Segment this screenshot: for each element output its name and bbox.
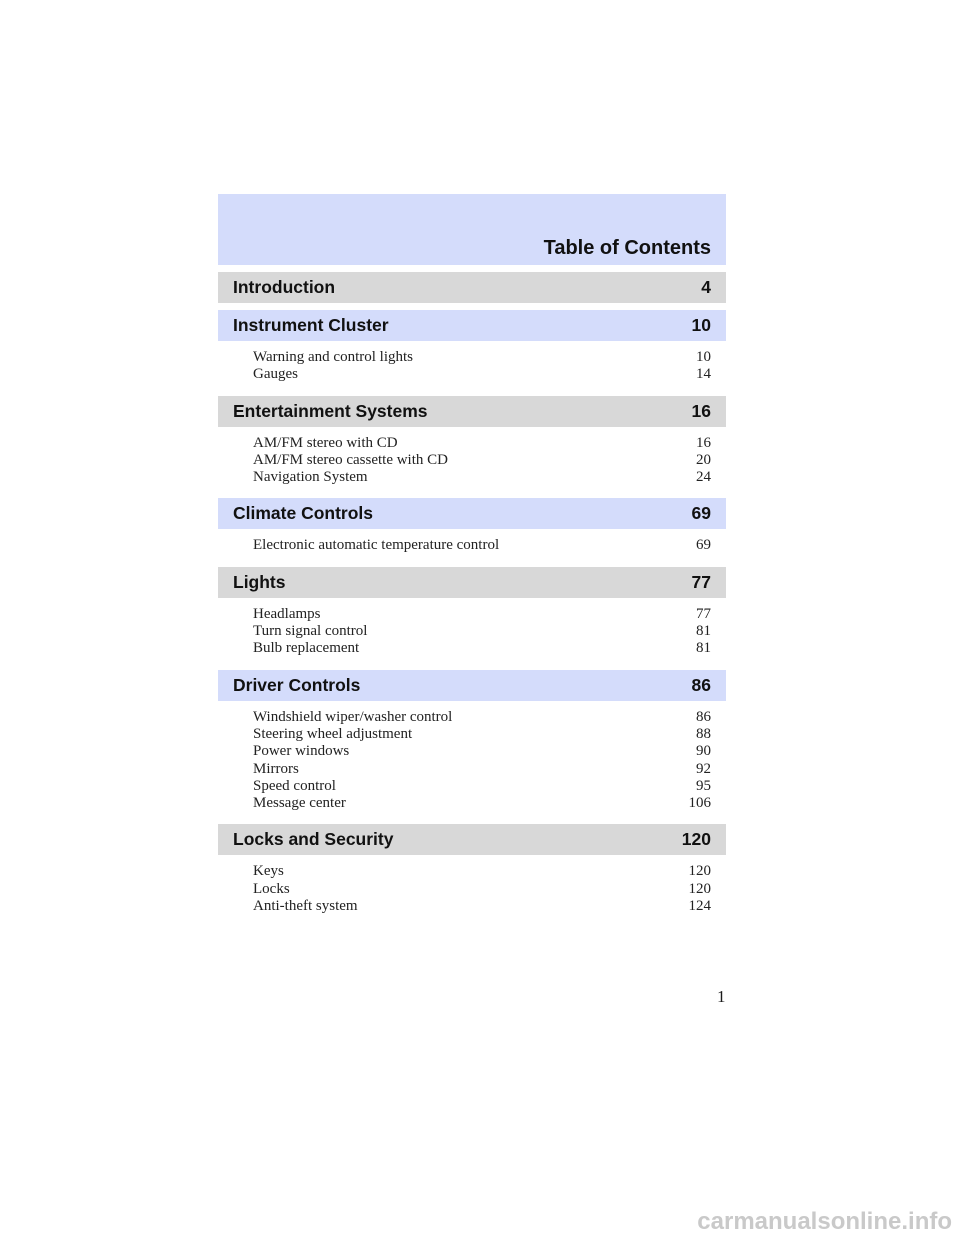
- subsection-label: Warning and control lights: [253, 349, 414, 365]
- section-title: Climate Controls: [233, 503, 374, 524]
- subsection-item[interactable]: [253, 469, 711, 486]
- subsection-label: Speed control: [253, 777, 336, 794]
- section-page-number: 4: [701, 277, 711, 297]
- subsection-label: Electronic automatic temperature control: [253, 537, 500, 554]
- section-title: Entertainment Systems: [233, 400, 428, 421]
- subsection-label: Headlamps: [253, 605, 321, 622]
- section-header[interactable]: [218, 396, 726, 427]
- subsection-label: Anti-theft system: [253, 898, 358, 915]
- subsection-label: Locks: [253, 880, 290, 897]
- subsection-item[interactable]: [253, 898, 711, 915]
- page-number: 1: [717, 987, 726, 1006]
- section-title: Introduction: [233, 277, 336, 297]
- subsection-page-number: 81: [696, 640, 711, 657]
- toc-sections: [218, 272, 726, 920]
- section-title: Locks and Security: [233, 829, 394, 850]
- subsection-page-number: 120: [688, 880, 711, 897]
- subsection-label: Bulb replacement: [253, 640, 360, 657]
- subsection-page-number: 124: [688, 898, 711, 915]
- subsection-item[interactable]: [253, 761, 711, 778]
- subsection-list: [218, 598, 726, 663]
- subsection-page-number: 90: [696, 743, 711, 760]
- watermark-text: carmanualsonline.info: [697, 1208, 952, 1235]
- subsection-item[interactable]: [253, 881, 711, 898]
- section-page-number: 69: [691, 503, 711, 524]
- subsection-page-number: 24: [696, 469, 711, 486]
- subsection-label: AM/FM stereo cassette with CD: [253, 451, 448, 468]
- subsection-page-number: 20: [696, 451, 711, 468]
- subsection-item[interactable]: [253, 743, 711, 760]
- subsection-item[interactable]: [253, 452, 711, 469]
- section-header[interactable]: [218, 567, 726, 598]
- subsection-item[interactable]: [253, 863, 711, 880]
- subsection-list: [218, 427, 726, 492]
- section-header[interactable]: [218, 824, 726, 855]
- subsection-label: Message center: [253, 795, 346, 812]
- table-of-contents: [218, 194, 726, 920]
- subsection-item[interactable]: [253, 537, 711, 554]
- subsection-label: Keys: [253, 863, 284, 880]
- subsection-label: Steering wheel adjustment: [253, 725, 413, 742]
- subsection-list: [218, 701, 726, 818]
- subsection-page-number: 92: [696, 760, 711, 777]
- subsection-item[interactable]: [253, 435, 711, 452]
- subsection-page-number: 81: [696, 623, 711, 640]
- subsection-list: [218, 529, 726, 559]
- section-header[interactable]: [218, 498, 726, 529]
- toc-header: [218, 194, 726, 265]
- subsection-label: Navigation System: [253, 469, 368, 486]
- section-title: Instrument Cluster: [233, 315, 389, 335]
- section-page-number: 77: [691, 571, 711, 592]
- subsection-item[interactable]: [253, 778, 711, 795]
- subsection-label: Gauges: [253, 366, 298, 383]
- subsection-item[interactable]: [253, 795, 711, 812]
- subsection-label: Turn signal control: [253, 623, 368, 640]
- subsection-item[interactable]: [253, 726, 711, 743]
- subsection-page-number: 77: [696, 605, 711, 622]
- subsection-page-number: 86: [696, 708, 711, 725]
- subsection-page-number: 95: [696, 777, 711, 794]
- subsection-list: [218, 341, 726, 389]
- subsection-item[interactable]: [253, 623, 711, 640]
- section-header[interactable]: [218, 272, 726, 303]
- subsection-label: Mirrors: [253, 760, 299, 777]
- subsection-page-number: 88: [696, 725, 711, 742]
- subsection-item[interactable]: [253, 606, 711, 623]
- subsection-label: Windshield wiper/washer control: [253, 708, 453, 725]
- subsection-list: [218, 855, 726, 920]
- section-header[interactable]: [218, 310, 726, 341]
- subsection-label: AM/FM stereo with CD: [253, 434, 398, 451]
- subsection-item[interactable]: [253, 366, 711, 383]
- subsection-page-number: 16: [696, 434, 711, 451]
- section-page-number: 16: [691, 400, 711, 421]
- section-page-number: 120: [681, 829, 711, 850]
- section-title: Driver Controls: [233, 674, 361, 695]
- section-page-number: 86: [691, 674, 711, 695]
- section-page-number: 10: [691, 315, 711, 335]
- section-header[interactable]: [218, 670, 726, 701]
- section-title: Lights: [233, 571, 286, 592]
- subsection-page-number: 120: [688, 863, 711, 880]
- subsection-page-number: 69: [696, 537, 711, 554]
- toc-title: Table of Contents: [543, 237, 711, 259]
- subsection-label: Power windows: [253, 743, 350, 760]
- subsection-item[interactable]: [253, 349, 711, 366]
- subsection-item[interactable]: [253, 640, 711, 657]
- subsection-page-number: 14: [696, 366, 711, 383]
- subsection-page-number: 106: [688, 795, 711, 812]
- subsection-page-number: 10: [696, 349, 711, 365]
- subsection-item[interactable]: [253, 709, 711, 726]
